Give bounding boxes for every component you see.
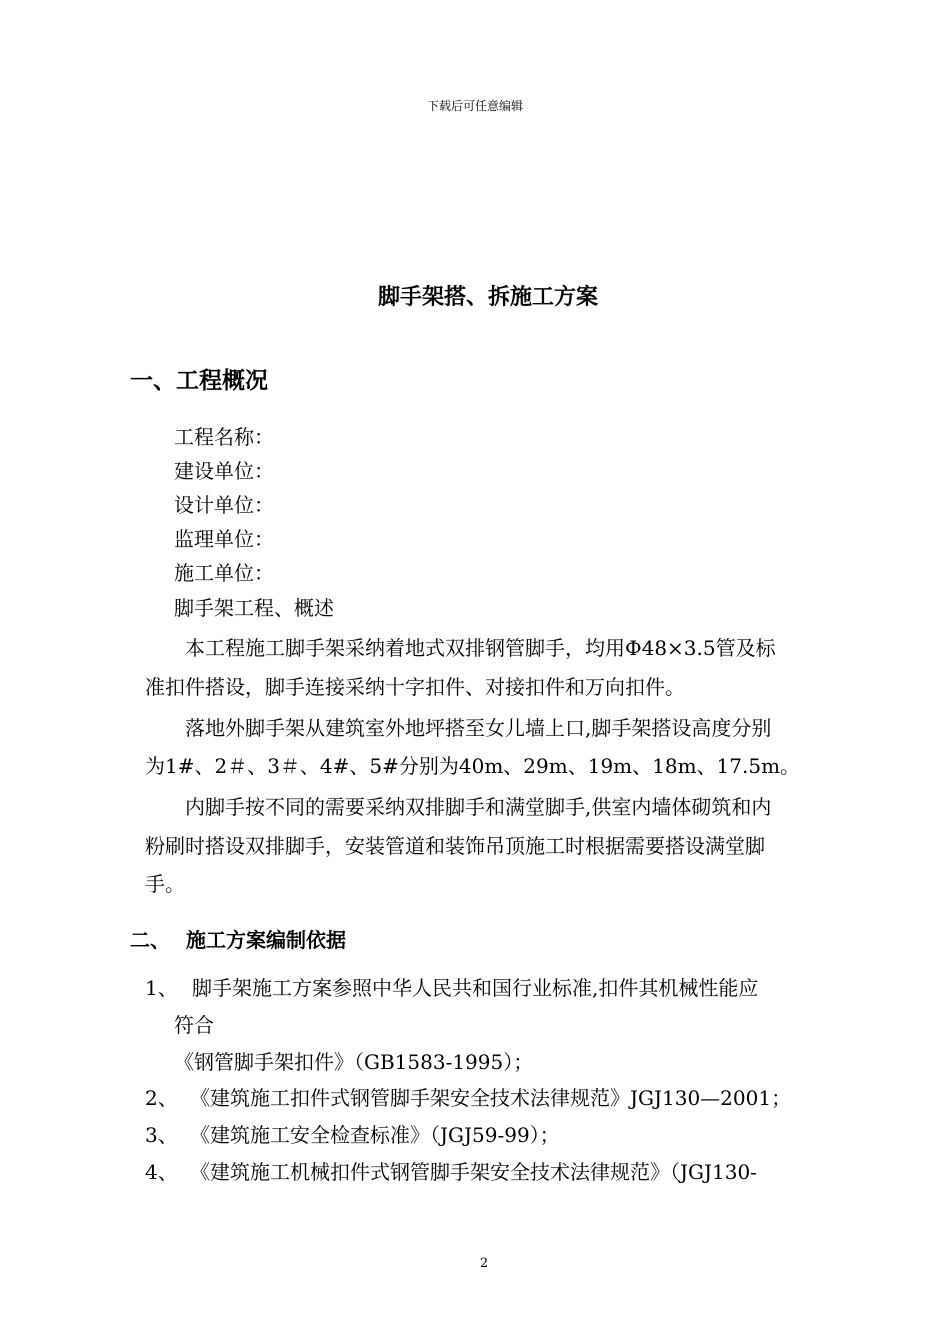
list-item-3-number: 3、: [145, 1123, 178, 1147]
field-construction-unit: 建设单位：: [174, 459, 274, 483]
field-supervision-unit: 监理单位：: [174, 527, 274, 551]
page-header: 下载后可任意编辑: [426, 99, 523, 113]
section-1-heading: 一、工程概况: [130, 367, 268, 394]
field-scaffold-overview: 脚手架工程、概述: [174, 596, 334, 620]
paragraph-3-line-1: 内脚手按不同的需要采纳双排脚手和满堂脚手,供室内墙体砌筑和内: [185, 795, 772, 819]
section-2-number: 二、: [130, 928, 170, 952]
document-title: 脚手架搭、拆施工方案: [377, 284, 598, 310]
paragraph-2-line-2: 为1#、2＃、3＃、4#、5#分别为40m、29m、19m、18m、17.5m。: [145, 754, 801, 778]
page-number: 2: [479, 1256, 489, 1271]
paragraph-2-line-1: 落地外脚手架从建筑室外地坪搭至女儿墙上口,脚手架搭设高度分别: [185, 716, 772, 740]
list-item-1-line-3: 《钢管脚手架扣件》（GB1583-1995）；: [174, 1050, 534, 1074]
list-item-2-number: 2、: [145, 1086, 178, 1110]
section-2-title: 施工方案编制依据: [186, 928, 346, 952]
paragraph-1-line-2: 准扣件搭设，脚手连接采纳十字扣件、对接扣件和万向扣件。: [145, 675, 685, 699]
list-item-4-number: 4、: [145, 1160, 178, 1184]
field-project-name: 工程名称：: [174, 425, 274, 449]
paragraph-1-line-1: 本工程施工脚手架采纳着地式双排钢管脚手，均用Ф48×3.5管及标: [185, 636, 776, 660]
field-builder-unit: 施工单位：: [174, 561, 274, 585]
section-2-heading: [130, 924, 346, 953]
list-item-2-text: 《建筑施工扣件式钢管脚手架安全技术法律规范》JGJ130—2001；: [190, 1086, 792, 1110]
list-item-1-number: 1、: [145, 976, 178, 1000]
list-item-4-text: 《建筑施工机械扣件式钢管脚手架安全技术法律规范》（JGJ130-: [190, 1160, 757, 1184]
list-item-1-line-2: 符合: [174, 1013, 214, 1037]
list-item-1-line-1: 脚手架施工方案参照中华人民共和国行业标准,扣件其机械性能应: [192, 976, 759, 1000]
field-design-unit: 设计单位：: [174, 493, 274, 517]
list-item-3-text: 《建筑施工安全检查标准》（JGJ59-99）；: [190, 1123, 560, 1147]
paragraph-3-line-3: 手。: [145, 872, 185, 896]
paragraph-3-line-2: 粉刷时搭设双排脚手，安装管道和装饰吊顶施工时根据需要搭设满堂脚: [145, 834, 765, 858]
